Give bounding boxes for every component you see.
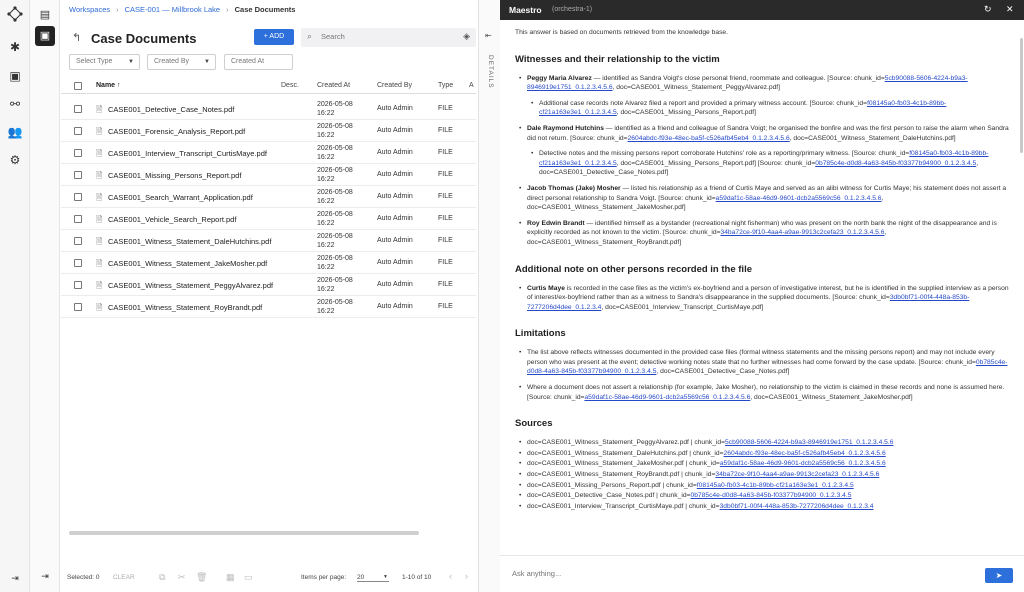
type-filter-label: Select Type [76, 58, 113, 65]
search-icon: ⌕ [307, 31, 313, 41]
items-per-page-select[interactable]: 20 ▼ [357, 574, 388, 581]
row-checkbox[interactable] [74, 127, 82, 135]
maestro-header [500, 0, 1024, 20]
table-footer [61, 568, 476, 588]
created-at: 2026-05-08 16:22 [317, 123, 353, 139]
chevron-down-icon: ▼ [383, 574, 388, 580]
row-checkbox[interactable] [74, 259, 82, 267]
maestro-panel [500, 0, 1024, 592]
file-name[interactable]: CASE001_Witness_Statement_JakeMosher.pdf [108, 259, 268, 268]
close-icon[interactable]: ✕ [1006, 4, 1014, 14]
folder-icon[interactable]: ▤ [39, 9, 51, 21]
page-title: Case Documents [91, 31, 197, 46]
search-input[interactable] [321, 32, 451, 41]
created-at-filter-label: Created At [231, 58, 265, 65]
created-by: Auto Admin [377, 105, 413, 112]
refresh-icon[interactable]: ↻ [984, 4, 992, 14]
clear-button[interactable]: CLEAR [113, 574, 135, 581]
list-item: • Roy Edwin Brandt — identified himself as a bystander (recreational night fisherman) who was present on the north bank the night of the disappearance and is explicitly recorded as not known to the victim. [Source: chunk_id=34ba72ce-9f10-4aa4-a9ae-9913c2cefa23_0.1.2.3.4.5.6, doc=CASE001_Witness_Statement_RoyBrandt.pdf] [527, 219, 1010, 248]
file-type: FILE [438, 193, 453, 200]
created-by: Auto Admin [377, 127, 413, 134]
section-heading: Sources [515, 418, 553, 430]
source-link[interactable]: a59daf1c-58ae-46d9-9601-dcb2a5569c56_0.1.2.3.4.5.6 [715, 194, 882, 202]
list-item: • doc=CASE001_Detective_Case_Notes.pdf | chunk_id=0b785c4e-d0d8-4a63-845b-f03377b94900_0.1.2.3.4.5 [527, 491, 1010, 501]
file-type: FILE [438, 105, 453, 112]
list-item: • Where a document does not assert a relationship (for example, Jake Mosher), no relationship to the victim is claimed in these records and none is assumed here. [Source: chunk_id=a59daf1c-58ae-46d9-9601-dcb2a5569c56_0.1.2.3.4.5.6, doc=CASE001_Witness_Statement_JakeMosher.pdf] [527, 383, 1010, 402]
copy-icon[interactable]: ⧉ [159, 572, 166, 582]
documents-panel [61, 0, 476, 592]
created-at: 2026-05-08 16:22 [317, 255, 353, 271]
source-link[interactable]: f08145a0-fb03-4c1b-89bb-cf21a163e3e1_0.1.2.3.4.5 [696, 481, 854, 489]
table-row[interactable] [61, 142, 476, 164]
created-by-filter[interactable] [147, 54, 216, 70]
created-at: 2026-05-08 16:22 [317, 299, 353, 315]
header-name[interactable]: Name ↑ [96, 82, 121, 89]
list-item: • Additional case records note Alvarez filed a report and provided a primary witness account. [Source: chunk_id=f08145a0-fb03-4c1b-89bb-cf21a163e3e1_0.1.2.3.4.5, doc=CASE001_Missing_Persons_Report.pdf] [539, 99, 1010, 118]
secondary-rail [30, 0, 60, 592]
created-by-filter-label: Created By [154, 58, 190, 65]
created-by: Auto Admin [377, 259, 413, 266]
table-row[interactable] [61, 208, 476, 230]
details-label: DETAILS [487, 55, 494, 89]
created-by: Auto Admin [377, 193, 413, 200]
select-all-checkbox[interactable] [74, 82, 82, 90]
list-item: • doc=CASE001_Interview_Transcript_CurtisMaye.pdf | chunk_id=3db0bf71-00f4-448a-853b-7277206d4dee_0.1.2.3.4 [527, 502, 1010, 512]
clipboard-icon[interactable]: ▭ [244, 572, 253, 582]
file-type: FILE [438, 259, 453, 266]
cut-icon[interactable]: ✂ [178, 572, 186, 582]
created-by: Auto Admin [377, 237, 413, 244]
header-created-at[interactable]: Created At [317, 82, 351, 89]
row-checkbox[interactable] [74, 237, 82, 245]
chevron-down-icon: ▼ [204, 59, 210, 65]
file-icon: 🗎 [96, 237, 103, 246]
items-per-page-label: Items per page: [301, 574, 347, 581]
file-icon: 🗎 [96, 193, 103, 202]
row-checkbox[interactable] [74, 281, 82, 289]
section-heading: Additional note on other persons recorded in the file [515, 263, 752, 275]
list-item: • Detective notes and the missing persons report corroborate Hutchins' role as a reporting/primary witness. [Source: chunk_id=f08145a0-fb03-4c1b-89bb-cf21a163e3e1_0.1.2.3.4.5, doc=CASE001_Missing_Persons_Report.pdf] [Source: chunk_id=0b785c4e-d0d8-4a63-845b-f03377b94900_0.1.2.3.4.5, doc=CASE001_Detective_Case_Notes.pdf] [539, 149, 1010, 178]
details-icon: ⇤ [485, 31, 492, 40]
list-item: • Peggy Maria Alvarez — identified as Sandra Voigt's close personal friend, roommate and colleague. [Source: chunk_id=5cb90088-5606-4224-b9a3-8946919e1751_0.1.2.3.4.5.6, doc=CASE001_Witness_Statement_PeggyAlvarez.pdf] • Additional case records note Alvarez filed a report and provided a primary witness account. [Source: chunk_id=f08145a0-fb03-4c1b-89bb-cf21a163e3e1_0.1.2.3.4.5, doc=CASE001_Missing_Persons_Report.pdf] [527, 74, 1010, 118]
section-heading: Witnesses and their relationship to the victim [515, 53, 720, 65]
add-button[interactable]: + ADD [254, 29, 294, 45]
note-list [515, 284, 1010, 313]
header-extra[interactable]: A [469, 82, 474, 89]
created-by: Auto Admin [377, 281, 413, 288]
row-checkbox[interactable] [74, 105, 82, 113]
witness-list [515, 74, 1010, 248]
calendar-icon[interactable]: ▦ [226, 572, 235, 582]
table-row[interactable] [61, 274, 476, 296]
table-row[interactable] [61, 164, 476, 186]
table-header [61, 78, 476, 94]
source-link[interactable]: 2604abdc-f93e-48ec-ba5f-c526afb45eb4_0.1.2.3.4.5.6 [627, 134, 790, 142]
list-item: • doc=CASE001_Witness_Statement_JakeMosher.pdf | chunk_id=a59daf1c-58ae-46d9-9601-dcb2a5569c56_0.1.2.3.4.5.6 [527, 459, 1010, 469]
list-item: • Curtis Maye is recorded in the case files as the victim's ex-boyfriend and a person of investigative interest, but he is identified in the supplied interview as a person of interest/ex-boyfriend rather than as a witness to Sandra's disappearance in the supplied documents. [Source: chunk_id=3db0bf71-00f4-448a-853b-7277206d4dee_0.1.2.3.4, doc=CASE001_Interview_Transcript_CurtisMaye.pdf] [527, 284, 1010, 313]
answer-intro: This answer is based on documents retrieved from the knowledge base. [515, 29, 728, 36]
delete-icon[interactable]: 🗑 [196, 572, 208, 582]
people-icon[interactable]: 👥 [7, 125, 23, 139]
created-at: 2026-05-08 16:22 [317, 101, 353, 117]
created-at: 2026-05-08 16:22 [317, 167, 353, 183]
collapse-icon[interactable]: ⇥ [41, 571, 49, 581]
next-page-icon[interactable]: › [465, 571, 468, 581]
row-checkbox[interactable] [74, 149, 82, 157]
list-item: • The list above reflects witnesses documented in the provided case files (formal witness statements and the missing persons report) and may not include every person who was present at the event; detective working notes state that no further witnesses had come forward by the case update. [Source: chunk_id=0b785c4e-d0d8-4a63-845b-f03377b94900_0.1.2.3.4.5, doc=CASE001_Detective_Case_Notes.pdf] [527, 348, 1010, 377]
file-type: FILE [438, 215, 453, 222]
maestro-subtitle: (orchestra-1) [552, 6, 593, 13]
source-link[interactable]: 3db0bf71-00f4-448a-853b-7277206d4dee_0.1.2.3.4 [719, 502, 874, 510]
file-name[interactable]: CASE001_Missing_Persons_Report.pdf [108, 171, 242, 180]
breadcrumb-case[interactable]: CASE-001 — Millbrook Lake [124, 5, 221, 14]
flow-icon[interactable]: ⚯ [9, 97, 21, 111]
list-item: • doc=CASE001_Witness_Statement_PeggyAlvarez.pdf | chunk_id=5cb90088-5606-4224-b9a3-8946919e1751_0.1.2.3.4.5.6 [527, 438, 1010, 448]
file-icon: 🗎 [96, 105, 103, 114]
source-link[interactable]: 5cb90088-5606-4224-b9a3-8946919e1751_0.1.2.3.4.5.6 [527, 74, 968, 92]
network-logo-icon[interactable] [7, 6, 23, 22]
file-type: FILE [438, 303, 453, 310]
file-type: FILE [438, 171, 453, 178]
list-item: • Jacob Thomas (Jake) Mosher — listed his relationship as a friend of Curtis Maye and served as an alibi witness for Curtis Maye; his statement does not assert a direct personal relationship to Sandra Voigt. [Source: chunk_id=a59daf1c-58ae-46d9-9601-dcb2a5569c56_0.1.2.3.4.5.6, doc=CASE001_Witness_Statement_JakeMosher.pdf] [527, 184, 1010, 213]
vertical-scrollbar[interactable] [1020, 38, 1023, 153]
file-name[interactable]: CASE001_Detective_Case_Notes.pdf [108, 105, 235, 114]
file-type: FILE [438, 149, 453, 156]
up-arrow-icon[interactable]: ↰ [72, 32, 82, 44]
source-link[interactable]: 0b785c4e-d0d8-4a63-845b-f03377b94900_0.1.2.3.4.5 [690, 492, 852, 500]
section-heading: Limitations [515, 328, 566, 340]
list-item: • Dale Raymond Hutchins — identified as a friend and colleague of Sandra Voigt; he organised the bonfire and was the first person to raise the alarm when Sandra did not return. [Source: chunk_id=2604abdc-f93e-48ec-ba5f-c526afb45eb4_0.1.2.3.4.5.6, doc=CASE001_Witness_Statement_DaleHutchins.pdf] • Detective notes and the missing persons report corroborate Hutchins' role as a reporting/primary witness. [Source: chunk_id=f08145a0-fb03-4c1b-89bb-cf21a163e3e1_0.1.2.3.4.5, doc=CASE001_Missing_Persons_Report.pdf] [Source: chunk_id=0b785c4e-d0d8-4a63-845b-f03377b94900_0.1.2.3.4.5, doc=CASE001_Detective_Case_Notes.pdf] [527, 124, 1010, 178]
created-at: 2026-05-08 16:22 [317, 145, 353, 161]
row-checkbox[interactable] [74, 215, 82, 223]
table-row[interactable] [61, 296, 476, 318]
table-row[interactable] [61, 98, 476, 120]
created-at: 2026-05-08 16:22 [317, 277, 353, 293]
sources-list [515, 438, 1010, 511]
created-at-filter[interactable] [224, 54, 293, 70]
maestro-answer [515, 28, 1010, 548]
file-name[interactable]: CASE001_Witness_Statement_PeggyAlvarez.pdf [108, 281, 274, 290]
row-checkbox[interactable] [74, 303, 82, 311]
file-type: FILE [438, 237, 453, 244]
file-type: FILE [438, 127, 453, 134]
table-row[interactable] [61, 120, 476, 142]
file-icon: 🗎 [96, 149, 103, 158]
file-type: FILE [438, 281, 453, 288]
file-icon: 🗎 [96, 171, 103, 180]
layers-icon[interactable]: ◈ [463, 31, 470, 41]
source-link[interactable]: 0b785c4e-d0d8-4a63-845b-f03377b94900_0.1.2.3.4.5 [527, 358, 1008, 376]
header-desc[interactable]: Desc. [281, 82, 299, 89]
file-name[interactable]: CASE001_Search_Warrant_Application.pdf [108, 193, 253, 202]
source-link[interactable]: 34ba72ce-9f10-4aa4-a9ae-9913c2cefa23_0.1.2.3.4.5.6 [720, 229, 885, 237]
settings-icon[interactable]: ⚙ [9, 153, 21, 167]
file-icon: 🗎 [96, 303, 103, 312]
source-link[interactable]: 3db0bf71-00f4-448a-853b-7277206d4dee_0.1.2.3.4 [527, 294, 970, 311]
table-row[interactable] [61, 186, 476, 208]
archive-icon[interactable]: ▣ [9, 69, 21, 83]
source-link[interactable]: 2604abdc-f93e-48ec-ba5f-c526afb45eb4_0.1.2.3.4.5.6 [723, 449, 886, 457]
created-at: 2026-05-08 16:22 [317, 189, 353, 205]
file-name[interactable]: CASE001_Vehicle_Search_Report.pdf [108, 215, 237, 224]
collapse-icon[interactable]: ⇥ [11, 573, 19, 583]
header-created-by[interactable]: Created By [377, 82, 413, 89]
file-icon: 🗎 [96, 281, 103, 290]
details-panel-toggle[interactable] [478, 0, 500, 592]
file-name[interactable]: CASE001_Witness_Statement_RoyBrandt.pdf [108, 303, 263, 312]
row-checkbox[interactable] [74, 171, 82, 179]
horizontal-scrollbar[interactable] [69, 531, 419, 535]
file-name[interactable]: CASE001_Forensic_Analysis_Report.pdf [108, 127, 246, 136]
maestro-title: Maestro [509, 5, 542, 15]
file-name[interactable]: CASE001_Interview_Transcript_CurtisMaye.pdf [108, 149, 267, 158]
source-link[interactable]: 34ba72ce-9f10-4aa4-a9ae-9913c2cefa23_0.1.2.3.4.5.6 [715, 471, 880, 479]
type-filter[interactable] [69, 54, 140, 70]
file-icon: 🗎 [96, 259, 103, 268]
limitations-list [515, 348, 1010, 402]
source-link[interactable]: a59daf1c-58ae-46d9-9601-dcb2a5569c56_0.1.2.3.4.5.6 [719, 460, 886, 468]
selected-count: Selected: 0 [67, 574, 100, 581]
table-row[interactable] [61, 252, 476, 274]
hub-icon[interactable]: ✱ [9, 40, 21, 54]
source-link[interactable]: f08145a0-fb03-4c1b-89bb-cf21a163e3e1_0.1.2.3.4.5 [539, 99, 947, 117]
row-checkbox[interactable] [74, 193, 82, 201]
created-by: Auto Admin [377, 303, 413, 310]
source-link[interactable]: 5cb90088-5606-4224-b9a3-8946919e1751_0.1.2.3.4.5.6 [725, 439, 894, 447]
list-item: • doc=CASE001_Missing_Persons_Report.pdf | chunk_id=f08145a0-fb03-4c1b-89bb-cf21a163e3e1_0.1.2.3.4.5 [527, 481, 1010, 491]
search-box [301, 28, 476, 47]
archive-icon[interactable]: ▣ [35, 26, 55, 46]
prev-page-icon[interactable]: ‹ [449, 571, 452, 581]
chevron-down-icon: ▼ [128, 59, 134, 65]
list-item: • doc=CASE001_Witness_Statement_RoyBrandt.pdf | chunk_id=34ba72ce-9f10-4aa4-a9ae-9913c2cefa23_0.1.2.3.4.5.6 [527, 470, 1010, 480]
created-by: Auto Admin [377, 149, 413, 156]
created-at: 2026-05-08 16:22 [317, 233, 353, 249]
send-button[interactable] [985, 568, 1013, 583]
source-link[interactable]: a59daf1c-58ae-46d9-9601-dcb2a5569c56_0.1.2.3.4.5.6 [584, 393, 751, 401]
breadcrumb: Workspaces › CASE-001 — Millbrook Lake › Case Documents [69, 5, 296, 14]
table-row[interactable] [61, 230, 476, 252]
created-by: Auto Admin [377, 171, 413, 178]
app-rail [0, 0, 30, 592]
header-type[interactable]: Type [438, 82, 454, 89]
send-icon: ➤ [995, 571, 1003, 580]
source-link[interactable]: 0b785c4e-d0d8-4a63-845b-f03377b94900_0.1.2.3.4.5 [815, 159, 977, 167]
page-range: 1-10 of 10 [402, 574, 432, 581]
source-link[interactable]: f08145a0-fb03-4c1b-89bb-cf21a163e3e1_0.1.2.3.4.5 [539, 150, 989, 167]
ask-bar [500, 555, 1024, 592]
breadcrumb-current: Case Documents [234, 5, 296, 14]
breadcrumb-workspaces[interactable]: Workspaces [69, 5, 111, 14]
file-name[interactable]: CASE001_Witness_Statement_DaleHutchins.pdf [108, 237, 272, 246]
created-by: Auto Admin [377, 215, 413, 222]
list-item: • doc=CASE001_Witness_Statement_DaleHutchins.pdf | chunk_id=2604abdc-f93e-48ec-ba5f-c526afb45eb4_0.1.2.3.4.5.6 [527, 449, 1010, 459]
created-at: 2026-05-08 16:22 [317, 211, 353, 227]
file-icon: 🗎 [96, 127, 103, 136]
ask-input[interactable] [512, 569, 912, 578]
file-icon: 🗎 [96, 215, 103, 224]
